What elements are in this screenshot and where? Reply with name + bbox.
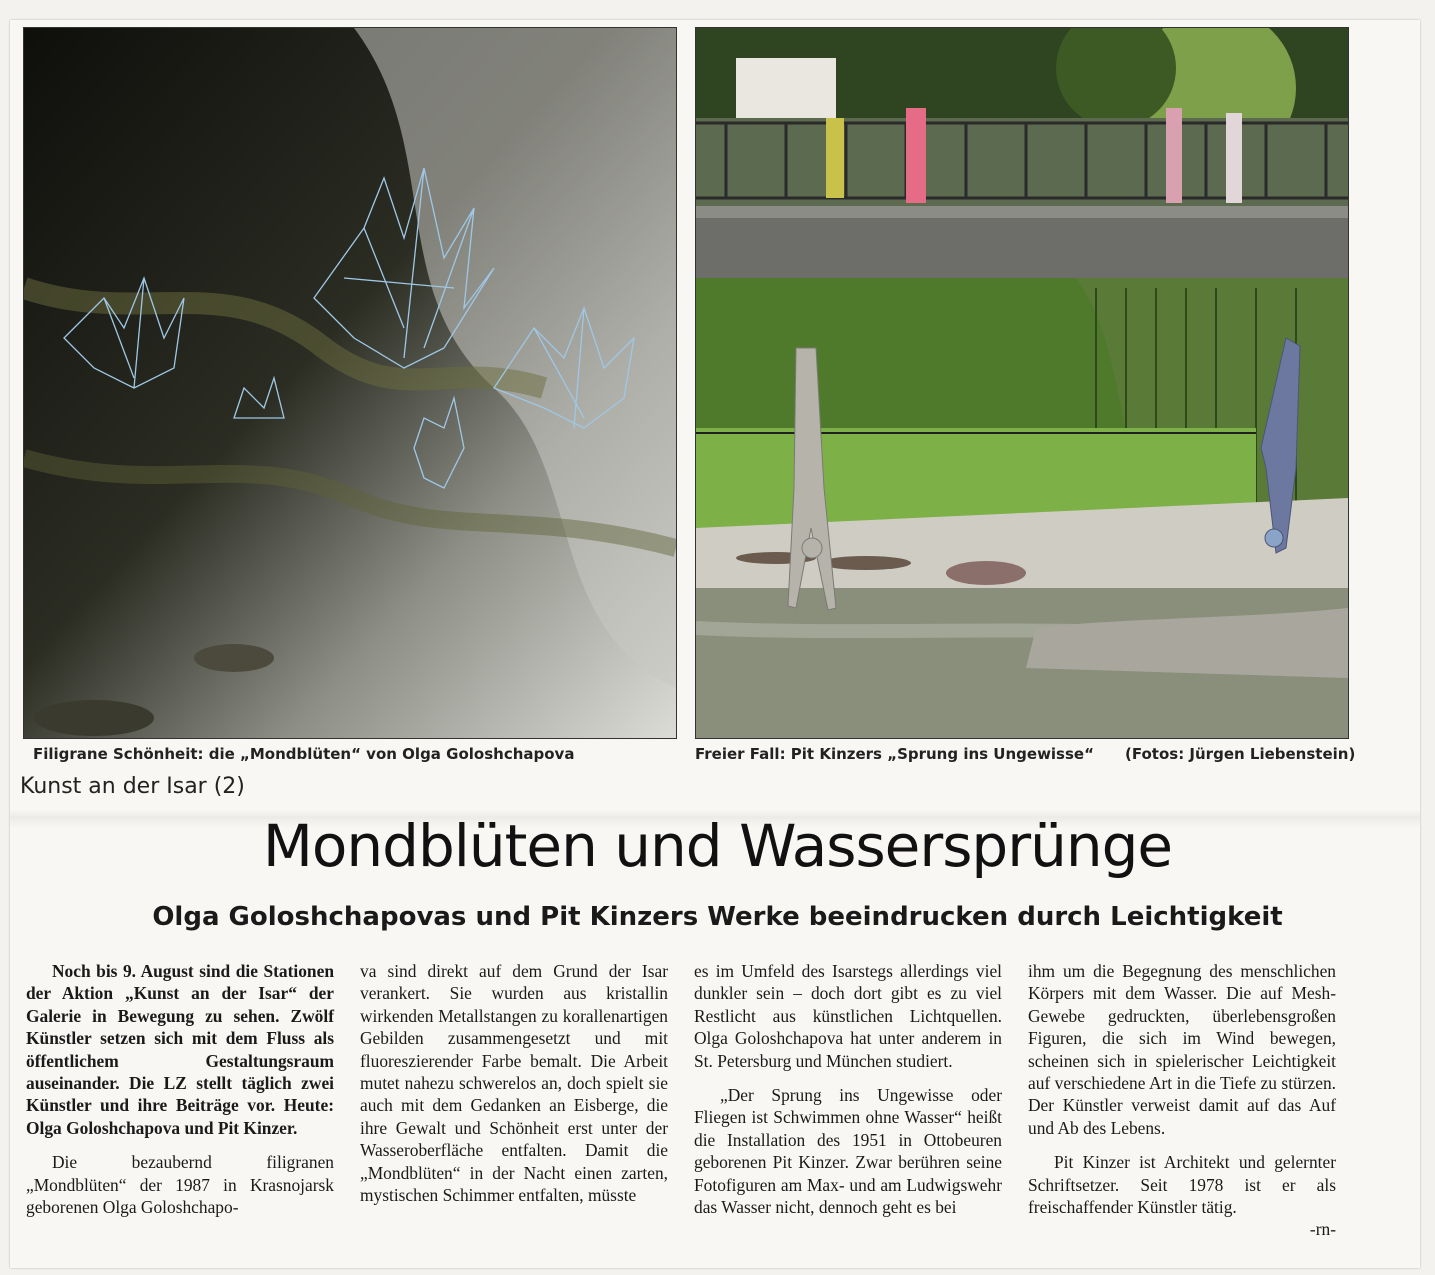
article-paragraph: ihm um die Begegnung des menschlichen Körpers mit dem Wasser. Die auf Mesh-Gewebe gedruckten, überlebensgroßen Figuren, die sich im Wind bewegen, scheinen sich in spielerischer Leichtigkeit auf verschiedene Art in die Tiefe zu stürzen. Der Künstler verweist damit auf das Auf und Ab des Lebens. [1028, 961, 1336, 1138]
subheadline: Olga Goloshchapovas und Pit Kinzers Werke beeindrucken durch Leichtigkeit [152, 902, 1283, 932]
article-column-4 [1028, 960, 1336, 1241]
headline: Mondblüten und Wassersprünge [262, 812, 1173, 880]
photo-sprung-ins-ungewisse [695, 27, 1349, 739]
article-body [26, 960, 1356, 1250]
section-label: Kunst an der Isar (2) [20, 774, 245, 799]
article-column-3 [694, 960, 1002, 1218]
article-column-1 [26, 960, 334, 1218]
article-paragraph: Pit Kinzer ist Architekt und gelernter Schriftsetzer. Seit 1978 ist er als freischaffender Künstler tätig. [1028, 1152, 1336, 1218]
article-paragraph: es im Umfeld des Isarstegs allerdings viel dunkler sein – doch dort gibt es zu viel Restlicht aus künstlichen Lichtquellen. Olga Goloshchapova hat unter anderem in St. Petersburg und München studiert. [694, 961, 1002, 1071]
photo-mondblueten [23, 27, 677, 739]
article-paragraph: va sind direkt auf dem Grund der Isar verankert. Sie wurden aus kristallin wirkenden Metallstangen zu korallenartigen Gebilden zusammengesetzt und mit fluoreszierender Farbe bemalt. Die Arbeit mutet nahezu schwerelos an, doch spielt sie auch mit dem Gedanken an Eisberge, die ihre Gewalt und Schönheit erst unter der Wasseroberfläche entfalten. Damit die „Mondblüten“ in der Nacht einen zarten, mystischen Schimmer entfalten, müsste [360, 961, 668, 1206]
article-paragraph: Die bezaubernd filigranen „Mondblüten“ der 1987 in Krasnojarsk geborenen Olga Goloshchapo- [26, 1152, 334, 1218]
author-signature: -rn- [1309, 1219, 1336, 1240]
photo-credit: (Fotos: Jürgen Liebenstein) [1125, 745, 1356, 763]
caption-right-photo: Freier Fall: Pit Kinzers „Sprung ins Ungewisse“ [695, 745, 1094, 763]
article-lead: Noch bis 9. August sind die Stationen der Aktion „Kunst an der Isar“ der Galerie in Bewegung zu sehen. Zwölf Künstler setzen sich mit dem Fluss als öffentlichem Gestaltungsraum auseinander. Die LZ stellt täglich zwei Künstler und ihre Beiträge vor. Heute: Olga Goloshchapova und Pit Kinzer. [26, 961, 334, 1138]
caption-left-photo: Filigrane Schönheit: die „Mondblüten“ von Olga Goloshchapova [33, 745, 575, 763]
article-column-2 [360, 960, 668, 1206]
article-paragraph: „Der Sprung ins Ungewisse oder Fliegen ist Schwimmen ohne Wasser“ heißt die Installation des 1951 in Ottobeuren geborenen Pit Kinzer. Zwar berühren seine Fotofiguren am Max- und am Ludwigswehr das Wasser nicht, dennoch geht es bei [694, 1085, 1002, 1218]
